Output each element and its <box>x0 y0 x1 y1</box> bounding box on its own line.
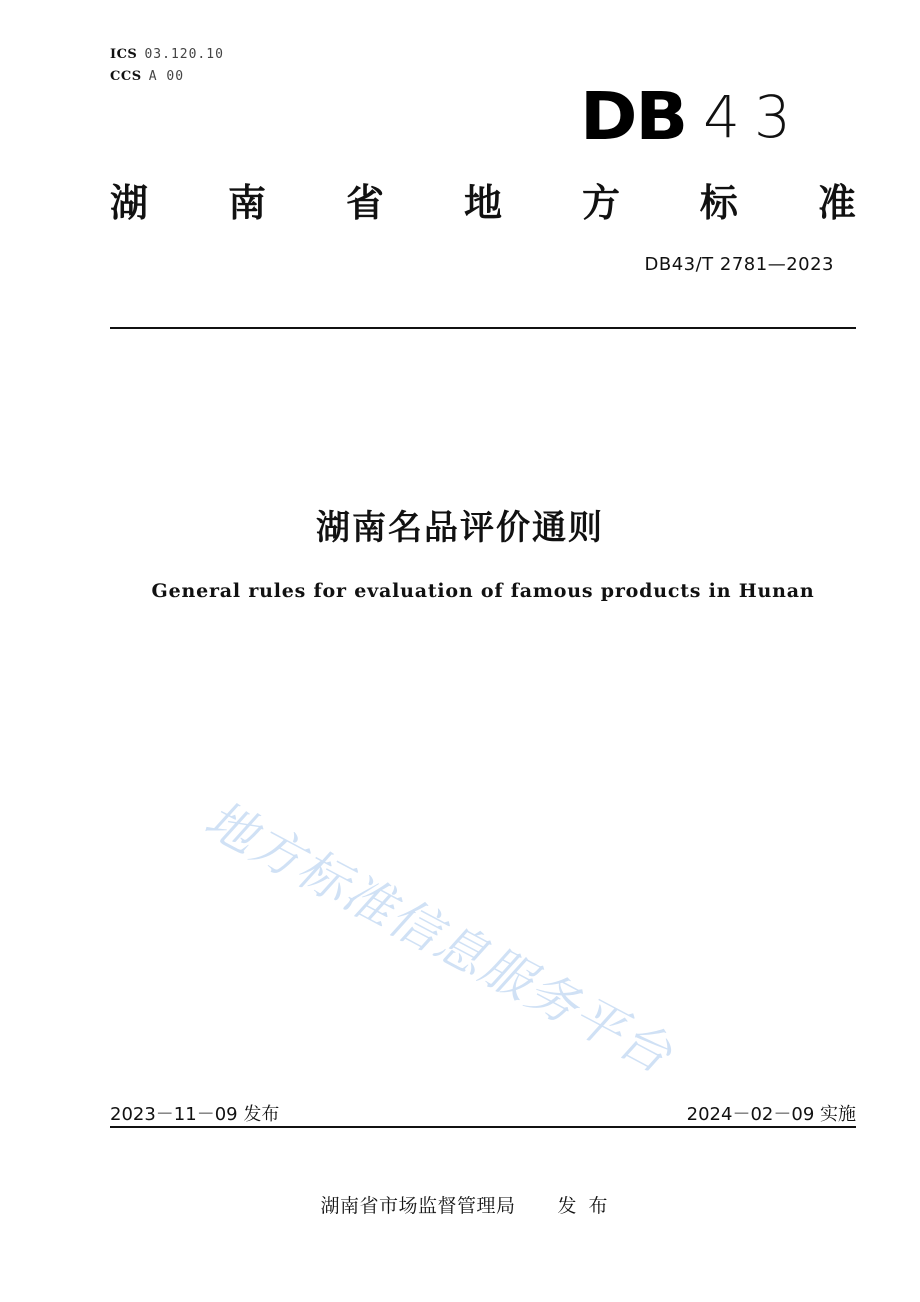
classification-block <box>110 44 224 88</box>
watermark-char: 信 <box>379 887 453 963</box>
db-logo: DB <box>580 78 687 155</box>
ics-label: ICS <box>110 47 138 62</box>
publish-date: 2023－11－09 发布 <box>110 1104 280 1125</box>
standard-type-char: 省 <box>345 181 384 225</box>
standard-type-char: 方 <box>581 181 620 225</box>
standard-mark <box>580 78 805 155</box>
header-divider <box>110 327 856 329</box>
ccs-line <box>110 66 224 88</box>
standard-type-char: 地 <box>463 181 502 225</box>
standard-type-char: 准 <box>817 181 856 225</box>
standard-code: DB43/T 2781—2023 <box>644 254 834 275</box>
issuer-org: 湖南省市场监督管理局 <box>320 1195 516 1217</box>
watermark-char: 地 <box>195 789 269 866</box>
issuer-line <box>10 1191 920 1218</box>
watermark-char: 标 <box>287 838 361 915</box>
footer-divider <box>110 1126 856 1128</box>
ics-value: 03.120.10 <box>144 47 224 62</box>
watermark-char: 准 <box>333 862 407 939</box>
watermark-char: 服 <box>471 936 545 1012</box>
standard-type-char: 湖 <box>110 181 149 225</box>
issuer-action: 发布 <box>557 1195 620 1217</box>
watermark-char: 台 <box>608 1009 682 1086</box>
standard-type-title <box>110 172 856 227</box>
ccs-label: CCS <box>110 69 142 84</box>
region-code: 43 <box>703 83 805 151</box>
ccs-value: A 00 <box>148 69 185 84</box>
watermark-char: 平 <box>562 985 637 1061</box>
watermark-char: 务 <box>516 960 591 1037</box>
document-title-en: General rules for evaluation of famous products in Hunan <box>151 580 815 602</box>
document-title-cn: 湖南名品评价通则 <box>316 508 604 548</box>
ics-line <box>110 44 224 66</box>
standard-type-char: 南 <box>227 181 266 225</box>
watermark <box>194 780 687 1088</box>
implement-date: 2024－02－09 实施 <box>686 1104 856 1125</box>
standard-type-char: 标 <box>699 181 738 225</box>
watermark-char: 方 <box>241 814 315 890</box>
watermark-char: 息 <box>425 911 499 988</box>
